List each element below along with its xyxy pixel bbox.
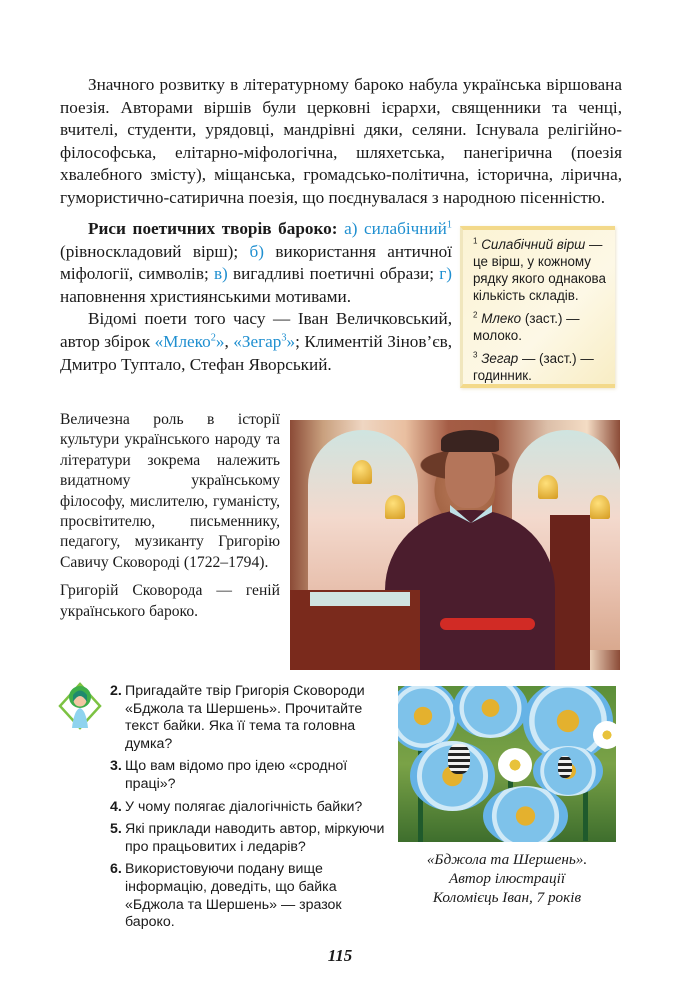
footnote-definition: — це вірш, у кожному рядку якого однакова кількість складів.	[473, 237, 606, 303]
question-text: Які приклади наводить автор, міркуючи про працьовитих і ледарів?	[125, 821, 385, 855]
question-text: Що вам відомо про ідею «сродної праці»?	[125, 758, 348, 792]
caption-author-label: Автор ілюстрації	[448, 870, 566, 887]
girl-wreath-icon	[56, 680, 104, 732]
footnote-definition: — (заст.) — годинник.	[473, 351, 594, 383]
baroque-features-block	[60, 218, 452, 376]
feature-g-text: наповнення християнськими мотивами.	[60, 286, 351, 306]
feature-term-syllabic: силабічний	[364, 219, 447, 238]
question-number: 3.	[110, 758, 122, 775]
church-dome	[352, 460, 372, 484]
footnote-ref-1[interactable]: 1	[446, 219, 452, 231]
illustration-caption	[398, 850, 616, 907]
question-number: 6.	[110, 861, 122, 878]
white-daisy	[593, 721, 616, 749]
paper-sheet	[310, 592, 410, 606]
question-text: Пригадайте твір Григорія Сковороди «Бджола та Шершень». Прочитайте текст байки. Яка її тема та головна думка?	[125, 683, 365, 752]
footnote-2	[473, 310, 611, 344]
question-number: 4.	[110, 798, 122, 815]
question-number: 2.	[110, 683, 122, 699]
question-item	[110, 861, 385, 931]
poets-paragraph	[60, 308, 452, 376]
feature-a-rest: (рівноскладовий вірш);	[60, 241, 239, 261]
footnote-term: Млеко	[481, 311, 522, 326]
question-item	[110, 799, 385, 817]
separator: ,	[224, 331, 234, 351]
question-number: 5.	[110, 821, 122, 838]
question-item	[110, 758, 385, 793]
footnote-term: Силабічний вірш	[481, 237, 586, 252]
footnote-ref-2[interactable]: 2	[210, 332, 216, 344]
feature-marker-g: г)	[439, 264, 453, 284]
hornet-figure	[558, 756, 572, 778]
footnote-1	[473, 236, 611, 304]
bee-figure	[448, 744, 470, 774]
quote-close: »	[286, 331, 296, 351]
feature-b-text: використання античної міфології, символів;	[60, 241, 453, 284]
poets-rest: ; Климентій Зінов’єв, Дмитро Туптало, Стефан Яворський.	[60, 331, 453, 374]
feature-v-text: вигадливі поетичні образи;	[227, 264, 435, 284]
footnote-ref-3[interactable]: 3	[281, 332, 287, 344]
church-dome	[538, 475, 558, 499]
question-text: У чому полягає діалогічність байки?	[125, 798, 363, 815]
figure-hair	[441, 430, 499, 452]
collection-mleko-title: «Млеко	[154, 331, 211, 351]
collection-zegar	[233, 332, 295, 351]
chair	[550, 515, 590, 670]
footnote-term: Зегар	[481, 351, 519, 366]
feature-marker-v: в)	[213, 264, 228, 284]
question-item	[110, 821, 385, 856]
footnote-definition: (заст.) — молоко.	[473, 311, 580, 343]
blue-flower	[483, 786, 568, 842]
footnote-number: 1	[473, 236, 478, 246]
question-text: Використовуючи подану вище інформацію, доведіть, що байка «Бджола та Шершень» — зразок бароко.	[125, 861, 342, 931]
question-item	[110, 683, 385, 753]
feature-marker-b: б)	[249, 241, 264, 261]
features-heading: Риси поетичних творів бароко:	[88, 219, 338, 238]
collection-mleko	[155, 332, 225, 351]
church-dome	[385, 495, 405, 519]
bio-tagline: Григорій Сковорода — геній українського бароко.	[60, 582, 280, 620]
features-paragraph	[60, 218, 452, 308]
footnote-number: 2	[473, 310, 478, 320]
church-dome	[590, 495, 610, 519]
intro-text-block	[60, 74, 622, 210]
footnote-3	[473, 350, 611, 384]
questions-list	[110, 683, 385, 937]
caption-title: «Бджола та Шершень».	[426, 851, 588, 868]
footnotes-box	[460, 226, 615, 388]
skovoroda-bio-block	[60, 410, 280, 622]
figure-red-sash	[440, 618, 535, 630]
collection-zegar-title: «Зегар	[233, 331, 282, 351]
skovoroda-portrait-image	[290, 420, 620, 670]
quote-close: »	[215, 331, 225, 351]
feature-marker-a: а)	[344, 219, 358, 238]
caption-author: Коломієць Іван, 7 років	[432, 889, 582, 906]
poets-intro: Відомі поети того часу — Іван Величковський, автор збірок	[60, 309, 452, 351]
blue-flower	[453, 686, 528, 738]
white-daisy	[498, 748, 532, 782]
bee-and-hornet-illustration	[398, 686, 616, 842]
intro-paragraph: Значного розвитку в літературному бароко набула українська віршована поезія. Авторами віршів були церковні ієрархи, священники та ченці, вчителі, студенти, урядовці, мандрівні дяки, селяни. Існувала релігійно-філософська, елітарно-міфологічна, шляхетська, панегірична (поезія хвалебного змісту), міщанська, громадсько-політична, історична, лірична, гумористично-сатирична поезія, що поєднувалася з народною пісенністю.	[60, 75, 622, 207]
footnote-number: 3	[473, 350, 478, 360]
bio-paragraph: Величезна роль в історії культури українського народу та літератури зокрема належить видатному українському філософу, мислителю, гуманісту, просвітителю, письменнику, педагогу, музиканту Григорію Савичу Сковороді (1722–1794).	[60, 411, 280, 571]
page-number: 115	[327, 946, 353, 965]
